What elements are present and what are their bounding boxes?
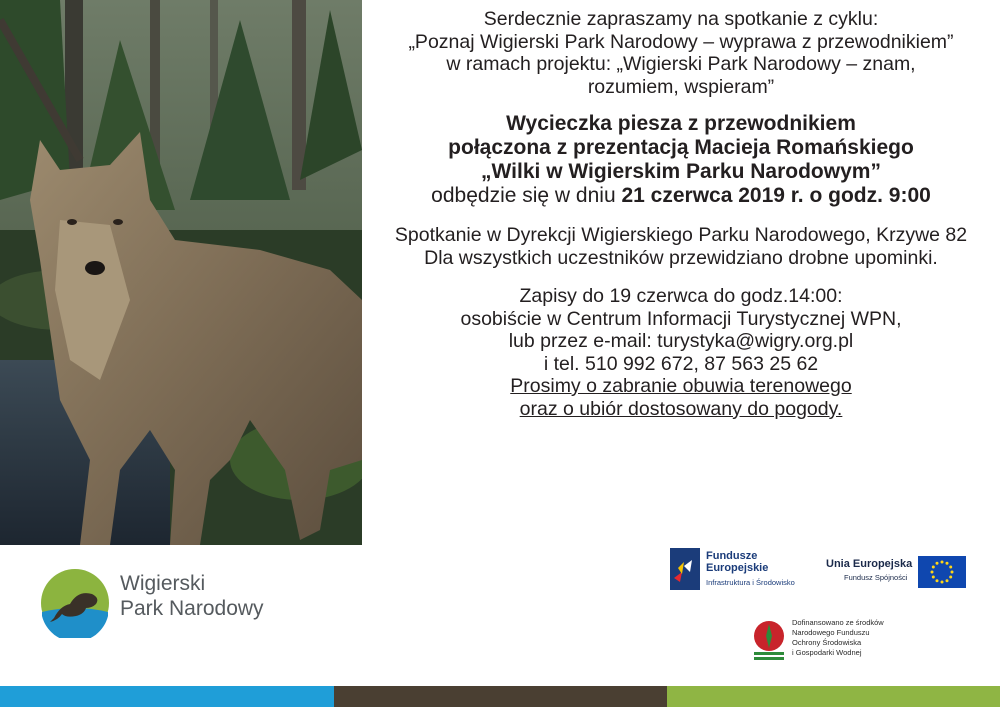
signup-line: Zapisy do 19 czerwca do godz.14:00: <box>519 285 843 307</box>
wolf-photo <box>0 0 362 545</box>
date-value: 21 czerwca 2019 r. o godz. 9:00 <box>621 184 931 207</box>
signup-email-line[interactable]: lub przez e-mail: turystyka@wigry.org.pl <box>508 330 854 352</box>
eu-logo <box>818 556 970 592</box>
nfosigw-tree-icon <box>752 620 786 664</box>
stripe-brown <box>334 686 667 707</box>
headline-line: połączona z prezentacją Macieja Romańskiego <box>448 136 914 159</box>
funds-title1: Fundusze <box>706 550 758 562</box>
beaver-icon <box>40 568 110 638</box>
stripe-blue <box>0 686 334 707</box>
park-logo-line1: Wigierski <box>120 572 206 595</box>
venue-line: Spotkanie w Dyrekcji Wigierskiego Parku Narodowego, Krzywe 82 <box>394 224 968 246</box>
date-prefix: odbędzie się w dniu <box>431 184 622 207</box>
nfosigw-line: i Gospodarki Wodnej <box>792 648 862 657</box>
note-line: oraz o ubiór dostosowany do pogody. <box>519 397 843 420</box>
eu-flag-icon <box>918 556 966 588</box>
funds-logo <box>670 548 810 594</box>
headline-line: „Wilki w Wigierskim Parku Narodowym” <box>481 160 881 183</box>
nfosigw-logo <box>752 618 912 666</box>
signup-line: osobiście w Centrum Informacji Turystycznej WPN, <box>460 307 902 330</box>
signup-phone-line: i tel. 510 992 672, 87 563 25 62 <box>543 352 819 375</box>
nfosigw-line: Ochrony Środowiska <box>792 638 862 647</box>
intro-line: w ramach projektu: „Wigierski Park Narodowy – znam, <box>446 53 916 75</box>
eu-subtitle: Fundusz Spójności <box>844 573 908 582</box>
intro-line: rozumiem, wspieram” <box>587 75 775 98</box>
note-line: Prosimy o zabranie obuwia terenowego <box>510 375 852 397</box>
nfosigw-line: Dofinansowano ze środków <box>792 618 884 627</box>
park-logo-line2: Park Narodowy <box>120 597 264 620</box>
invitation-text <box>368 8 994 420</box>
intro-line: „Poznaj Wigierski Park Narodowy – wyprawa z przewodnikiem” <box>408 30 954 53</box>
event-date <box>368 184 994 208</box>
funds-subtitle: Infrastruktura i Środowisko <box>706 578 795 587</box>
venue-line: Dla wszystkich uczestników przewidziano drobne upominki. <box>424 246 938 269</box>
bottom-stripe <box>0 686 1000 707</box>
stripe-green <box>667 686 1000 707</box>
nfosigw-line: Narodowego Funduszu <box>792 628 870 637</box>
intro-line: Serdecznie zapraszamy na spotkanie z cyklu: <box>483 8 879 30</box>
funds-title2: Europejskie <box>706 562 769 574</box>
headline-line: Wycieczka piesza z przewodnikiem <box>506 112 856 135</box>
funds-star-icon <box>670 548 700 590</box>
eu-title: Unia Europejska <box>826 558 913 570</box>
park-logo <box>40 568 280 638</box>
